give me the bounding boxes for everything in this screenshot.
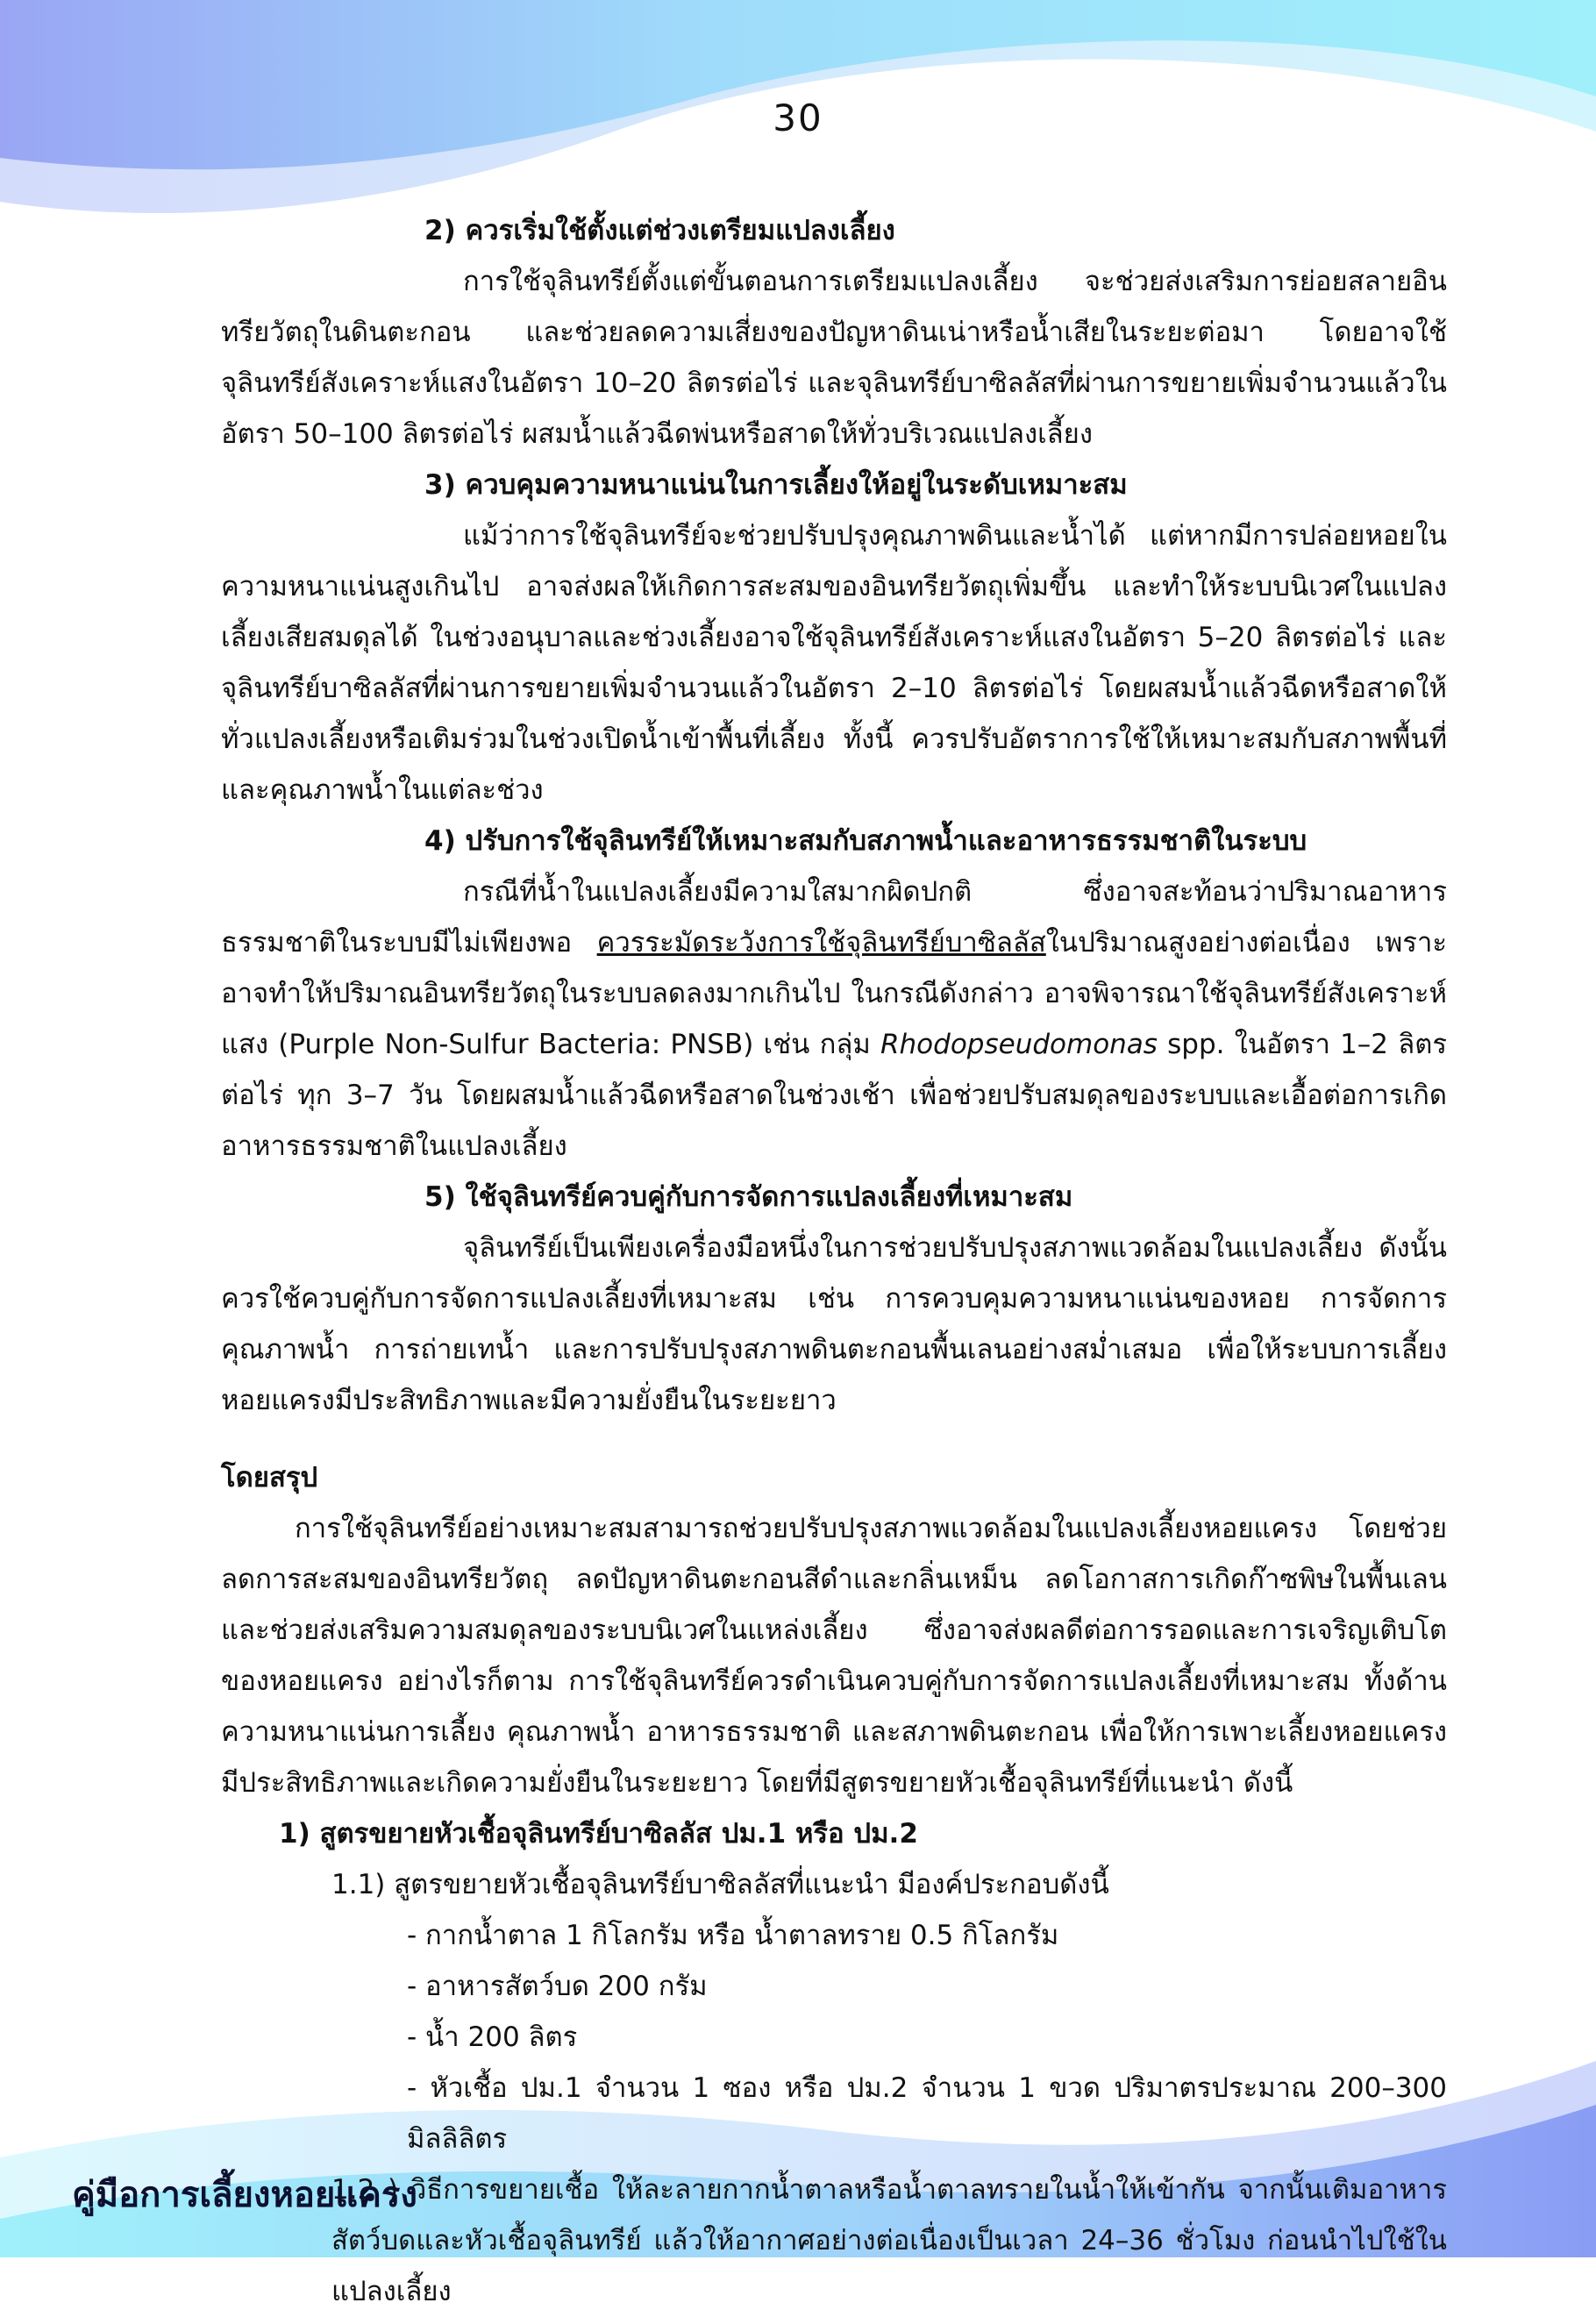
formula-subheading: 1.1) สูตรขยายหัวเชื้อจุลินทรีย์บาซิลลัสที่แนะนำ มีองค์ประกอบดังนี้ [331,1869,1109,1900]
paragraph-text: กรณีที่น้ำในแปลงเลี้ยงมีความใสมากผิดปกติ ซึ่งอาจสะท้อนว่าปริมาณอาหารธรรมชาติในระบบมีไม่เพียงพอ [221,876,1447,959]
section-heading: 4) ปรับการใช้จุลินทรีย์ให้เหมาะสมกับสภาพน้ำและอาหารธรรมชาติในระบบ [424,825,1307,857]
method-text: 1.2 ) วิธีการขยายเชื้อ ให้ละลายกากน้ำตาลหรือน้ำตาลทรายในน้ำให้เข้ากัน จากนั้นเติมอาหารสัตว์บดและหัวเชื้อจุลินทรีย์ แล้วให้อากาศอย่างต่อเนื่องเป็นเวลา 24–36 ชั่วโมง ก่อนนำไปใช้ในแปลงเลี้ยง [331,2174,1447,2307]
ingredient-item: - หัวเชื้อ ปม.1 จำนวน 1 ซอง หรือ ปม.2 จำนวน 1 ขวด ปริมาตรประมาณ 200–300 มิลลิลิตร [407,2072,1447,2155]
section-paragraph [221,866,1447,1172]
ingredient-item: - อาหารสัตว์บด 200 กรัม [407,1971,708,2002]
species-name: Rhodopseudomonas [880,1029,1158,1060]
ingredient-item: - กากน้ำตาล 1 กิโลกรัม หรือ น้ำตาลทราย 0.5 กิโลกรัม [407,1920,1059,1951]
section-paragraph: แม้ว่าการใช้จุลินทรีย์จะช่วยปรับปรุงคุณภาพดินและน้ำได้ แต่หากมีการปล่อยหอยในความหนาแน่นสูงเกินไป อาจส่งผลให้เกิดการสะสมของอินทรียวัตถุเพิ่มขึ้น และทำให้ระบบนิเวศในแปลงเลี้ยงเสียสมดุลได้ ในช่วงอนุบาลและช่วงเลี้ยงอาจใช้จุลินทรีย์สังเคราะห์แสงในอัตรา 5–20 ลิตรต่อไร่ และจุลินทรีย์บาซิลลัสที่ผ่านการขยายเพิ่มจำนวนแล้วในอัตรา 2–10 ลิตรต่อไร่ โดยผสมน้ำแล้วฉีดหรือสาดให้ทั่วแปลงเลี้ยงหรือเติมร่วมในช่วงเปิดน้ำเข้าพื้นที่เลี้ยง ทั้งนี้ ควรปรับอัตราการใช้ให้เหมาะสมกับสภาพพื้นที่และคุณภาพน้ำในแต่ละช่วง [221,520,1447,806]
section-heading: 3) ควบคุมความหนาแน่นในการเลี้ยงให้อยู่ในระดับเหมาะสม [424,469,1128,501]
footer-title: คู่มือการเลี้ยงหอยแครง [72,2175,417,2215]
page-number: 30 [773,96,823,139]
summary-heading: โดยสรุป [221,1462,318,1494]
section-paragraph: การใช้จุลินทรีย์ตั้งแต่ขั้นตอนการเตรียมแปลงเลี้ยง จะช่วยส่งเสริมการย่อยสลายอินทรียวัตถุในดินตะกอน และช่วยลดความเสี่ยงของปัญหาดินเน่าหรือน้ำเสียในระยะต่อมา โดยอาจใช้จุลินทรีย์สังเคราะห์แสงในอัตรา 10–20 ลิตรต่อไร่ และจุลินทรีย์บาซิลลัสที่ผ่านการขยายเพิ่มจำนวนแล้วในอัตรา 50–100 ลิตรต่อไร่ ผสมน้ำแล้วฉีดพ่นหรือสาดให้ทั่วบริเวณแปลงเลี้ยง [221,266,1447,450]
paragraph-text: spp. ในอัตรา 1–2 ลิตรต่อไร่ ทุก 3–7 วัน โดยผสมน้ำแล้วฉีดหรือสาดในช่วงเช้า เพื่อช่วยปรับสมดุลของระบบและเอื้อต่อการเกิดอาหารธรรมชาติในแปลงเลี้ยง [221,1029,1447,1162]
summary-paragraph: การใช้จุลินทรีย์อย่างเหมาะสมสามารถช่วยปรับปรุงสภาพแวดล้อมในแปลงเลี้ยงหอยแครง โดยช่วยลดการสะสมของอินทรียวัตถุ ลดปัญหาดินตะกอนสีดำและกลิ่นเหม็น ลดโอกาสการเกิดก๊าซพิษในพื้นเลน และช่วยส่งเสริมความสมดุลของระบบนิเวศในแหล่งเลี้ยง ซึ่งอาจส่งผลดีต่อการรอดและการเจริญเติบโตของหอยแครง อย่างไรก็ตาม การใช้จุลินทรีย์ควรดำเนินควบคู่กับการจัดการแปลงเลี้ยงที่เหมาะสม ทั้งด้านความหนาแน่นการเลี้ยง คุณภาพน้ำ อาหารธรรมชาติ และสภาพดินตะกอน เพื่อให้การเพาะเลี้ยงหอยแครงมีประสิทธิภาพและเกิดความยั่งยืนในระยะยาว โดยที่มีสูตรขยายหัวเชื้อจุลินทรีย์ที่แนะนำ ดังนี้ [221,1513,1447,1799]
paragraph-text: ในปริมาณสูงอย่างต่อเนื่อง เพราะอาจทำให้ปริมาณอินทรียวัตถุในระบบลดลงมากเกินไป ในกรณีดังกล่าว อาจพิจารณาใช้จุลินทรีย์สังเคราะห์แสง (Purple Non-Sulfur Bacteria: PNSB) เช่น กลุ่ม [221,927,1448,1060]
main-content [221,205,1447,2317]
underlined-text: ควรระมัดระวังการใช้จุลินทรีย์บาซิลลัส [596,927,1046,959]
formula-heading: 1) สูตรขยายหัวเชื้อจุลินทรีย์บาซิลลัส ปม.1 หรือ ปม.2 [279,1818,918,1850]
section-paragraph: จุลินทรีย์เป็นเพียงเครื่องมือหนึ่งในการช่วยปรับปรุงสภาพแวดล้อมในแปลงเลี้ยง ดังนั้นควรใช้ควบคู่กับการจัดการแปลงเลี้ยงที่เหมาะสม เช่น การควบคุมความหนาแน่นของหอย การจัดการคุณภาพน้ำ การถ่ายเทน้ำ และการปรับปรุงสภาพดินตะกอนพื้นเลนอย่างสม่ำเสมอ เพื่อให้ระบบการเลี้ยงหอยแครงมีประสิทธิภาพและมีความยั่งยืนในระยะยาว [221,1232,1447,1416]
section-heading: 2) ควรเริ่มใช้ตั้งแต่ช่วงเตรียมแปลงเลี้ยง [424,215,895,246]
section-heading: 5) ใช้จุลินทรีย์ควบคู่กับการจัดการแปลงเลี้ยงที่เหมาะสม [424,1181,1073,1213]
ingredient-item: - น้ำ 200 ลิตร [407,2021,578,2053]
